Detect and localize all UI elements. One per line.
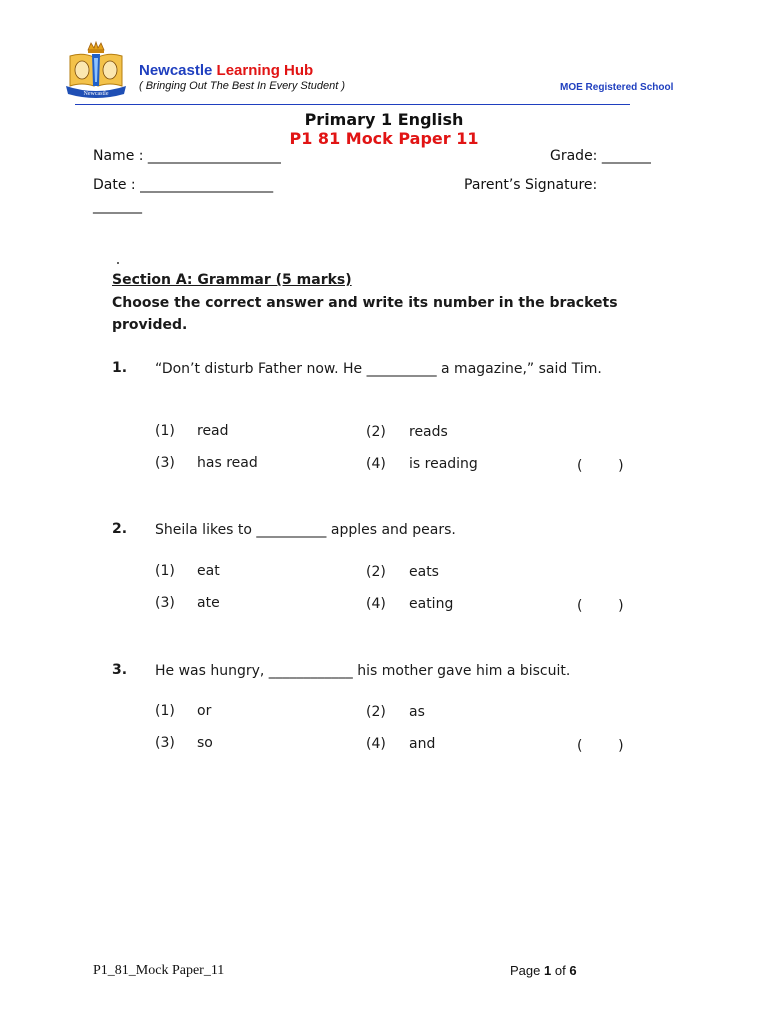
tagline: ( Bringing Out The Best In Every Student ) (139, 80, 346, 92)
option-text: or (197, 703, 212, 719)
brand-name-part2: Learning Hub (216, 62, 314, 79)
crown-icon (88, 42, 104, 53)
page-current: 1 (544, 963, 552, 978)
moe-registered-label: MOE Registered School (560, 82, 674, 93)
footer-filename: P1_81_Mock Paper_11 (93, 963, 225, 978)
grade-field: Grade: _______ (550, 148, 651, 164)
svg-text:Newcastle: Newcastle (83, 91, 109, 97)
question-text: Sheila likes to __________ apples and pears. (155, 522, 456, 538)
name-field: Name : ___________________ (93, 148, 281, 164)
option-number: (1) (155, 563, 175, 579)
option-text: as (409, 704, 425, 720)
option-number: (2) (366, 424, 386, 440)
date-field: Date : ___________________ (93, 177, 274, 193)
paper-subtitle: P1 81 Mock Paper 11 (289, 129, 479, 148)
answer-bracket: ( ) (577, 598, 624, 614)
page-label: Page (510, 963, 541, 978)
option-number: (3) (155, 595, 175, 611)
option-number: (4) (366, 596, 386, 612)
option-text: eat (197, 563, 220, 579)
brand-name (139, 62, 313, 79)
question-number: 1. (112, 360, 128, 376)
option-text: reads (409, 424, 448, 440)
question-number: 3. (112, 662, 128, 678)
answer-bracket: ( ) (577, 458, 624, 474)
option-text: ate (197, 595, 220, 611)
option-number: (1) (155, 423, 175, 439)
option-text: so (197, 735, 213, 751)
question-text: “Don’t disturb Father now. He __________ a magazine,” said Tim. (155, 361, 602, 377)
header-divider (75, 104, 630, 105)
option-text: eats (409, 564, 439, 580)
question-number: 2. (112, 521, 128, 537)
option-text: is reading (409, 456, 478, 472)
option-text: and (409, 736, 436, 752)
page-total: 6 (569, 963, 577, 978)
option-number: (4) (366, 736, 386, 752)
option-text: has read (197, 455, 258, 471)
brand-name-part1: Newcastle (139, 62, 213, 79)
option-number: (3) (155, 455, 175, 471)
scan-speck (117, 262, 119, 264)
page-of-label: of (554, 963, 566, 978)
option-number: (3) (155, 735, 175, 751)
answer-bracket: ( ) (577, 738, 624, 754)
section-title: Section A: Grammar (5 marks) (112, 272, 352, 288)
option-number: (2) (366, 704, 386, 720)
option-text: read (197, 423, 229, 439)
school-logo (64, 40, 128, 100)
option-text: eating (409, 596, 454, 612)
parent-signature-field: Parent’s Signature: (464, 177, 598, 193)
option-number: (4) (366, 456, 386, 472)
option-number: (2) (366, 564, 386, 580)
section-instruction: Choose the correct answer and write its number in the brackets provided. (112, 295, 618, 333)
parent-signature-blank: _______ (93, 198, 142, 214)
page-title: Primary 1 English (304, 110, 464, 129)
page-indicator (510, 963, 577, 978)
option-number: (1) (155, 703, 175, 719)
question-text: He was hungry, ____________ his mother gave him a biscuit. (155, 663, 571, 679)
